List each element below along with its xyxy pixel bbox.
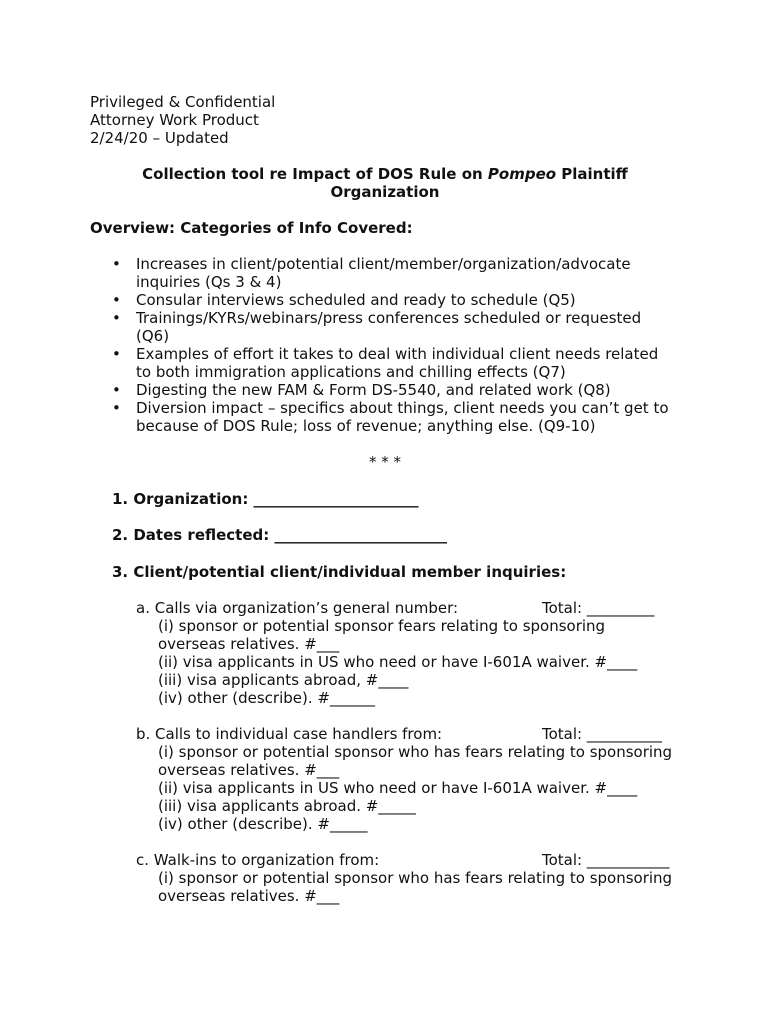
subsection-line: (iv) other (describe). #______ — [158, 689, 375, 707]
document-title-line2: Organization — [330, 183, 440, 201]
subsection-line: (ii) visa applicants in US who need or have I-601A waiver. #____ — [158, 779, 638, 797]
subsection-c-total: Total: ___________ — [542, 851, 670, 869]
subsection-a-total: Total: _________ — [542, 599, 655, 617]
document-title — [0, 165, 770, 183]
subsection-line: (iii) visa applicants abroad, #____ — [158, 671, 409, 689]
subsection-a-label: a. Calls via organization’s general number: — [136, 599, 459, 617]
list-item: • Examples of effort it takes to deal with individual client needs related to both immigration applications and chilling effects (Q7) — [112, 345, 659, 381]
list-item: • Digesting the new FAM & Form DS-5540, and related work (Q8) — [112, 381, 611, 399]
subsection-line: (i) sponsor or potential sponsor fears relating to sponsoring — [158, 617, 606, 635]
date-line: 2/24/20 – Updated — [90, 129, 229, 147]
section-separator: * * * — [368, 453, 402, 471]
bullet-icon: • — [112, 381, 121, 399]
subsection-line: overseas relatives. #___ — [158, 887, 340, 905]
subsection-line: overseas relatives. #___ — [158, 761, 340, 779]
privileged-line: Privileged & Confidential — [90, 93, 276, 111]
subsection-line: (i) sponsor or potential sponsor who has fears relating to sponsoring — [158, 869, 673, 887]
question-2-dates: 2. Dates reflected: _______________________ — [112, 526, 447, 544]
subsection-line: overseas relatives. #___ — [158, 635, 340, 653]
title-prefix: Collection tool re Impact of DOS Rule on — [142, 165, 488, 183]
subsection-b-label: b. Calls to individual case handlers from: — [136, 725, 443, 743]
list-item: • Increases in client/potential client/member/organization/advocate inquiries (Qs 3 & 4) — [112, 255, 631, 291]
work-product-line: Attorney Work Product — [90, 111, 259, 129]
list-item: • Consular interviews scheduled and ready to schedule (Q5) — [112, 291, 576, 309]
subsection-b — [136, 725, 696, 833]
subsection-line: (i) sponsor or potential sponsor who has fears relating to sponsoring — [158, 743, 673, 761]
subsection-line: (iv) other (describe). #_____ — [158, 815, 368, 833]
bullet-icon: • — [112, 255, 121, 273]
subsection-c — [136, 851, 696, 905]
overview-bullet-list — [90, 255, 690, 435]
list-item: • Diversion impact – specifics about things, client needs you can’t get to because of DOS Rule; loss of revenue; anything else. (Q9-10) — [112, 399, 669, 435]
list-item: • Trainings/KYRs/webinars/press conferences scheduled or requested (Q6) — [112, 309, 642, 345]
subsection-a — [136, 599, 696, 707]
overview-heading: Overview: Categories of Info Covered: — [90, 219, 413, 237]
subsection-c-label: c. Walk-ins to organization from: — [136, 851, 380, 869]
bullet-icon: • — [112, 345, 121, 363]
title-italic: Pompeo — [487, 165, 557, 183]
bullet-icon: • — [112, 309, 121, 327]
subsection-line: (iii) visa applicants abroad. #_____ — [158, 797, 416, 815]
question-3-inquiries: 3. Client/potential client/individual member inquiries: — [112, 563, 567, 581]
title-suffix: Plaintiff — [556, 165, 628, 183]
bullet-icon: • — [112, 399, 121, 417]
subsection-line: (ii) visa applicants in US who need or have I-601A waiver. #____ — [158, 653, 638, 671]
bullet-icon: • — [112, 291, 121, 309]
question-1-organization: 1. Organization: ______________________ — [112, 490, 419, 508]
subsection-b-total: Total: __________ — [542, 725, 662, 743]
